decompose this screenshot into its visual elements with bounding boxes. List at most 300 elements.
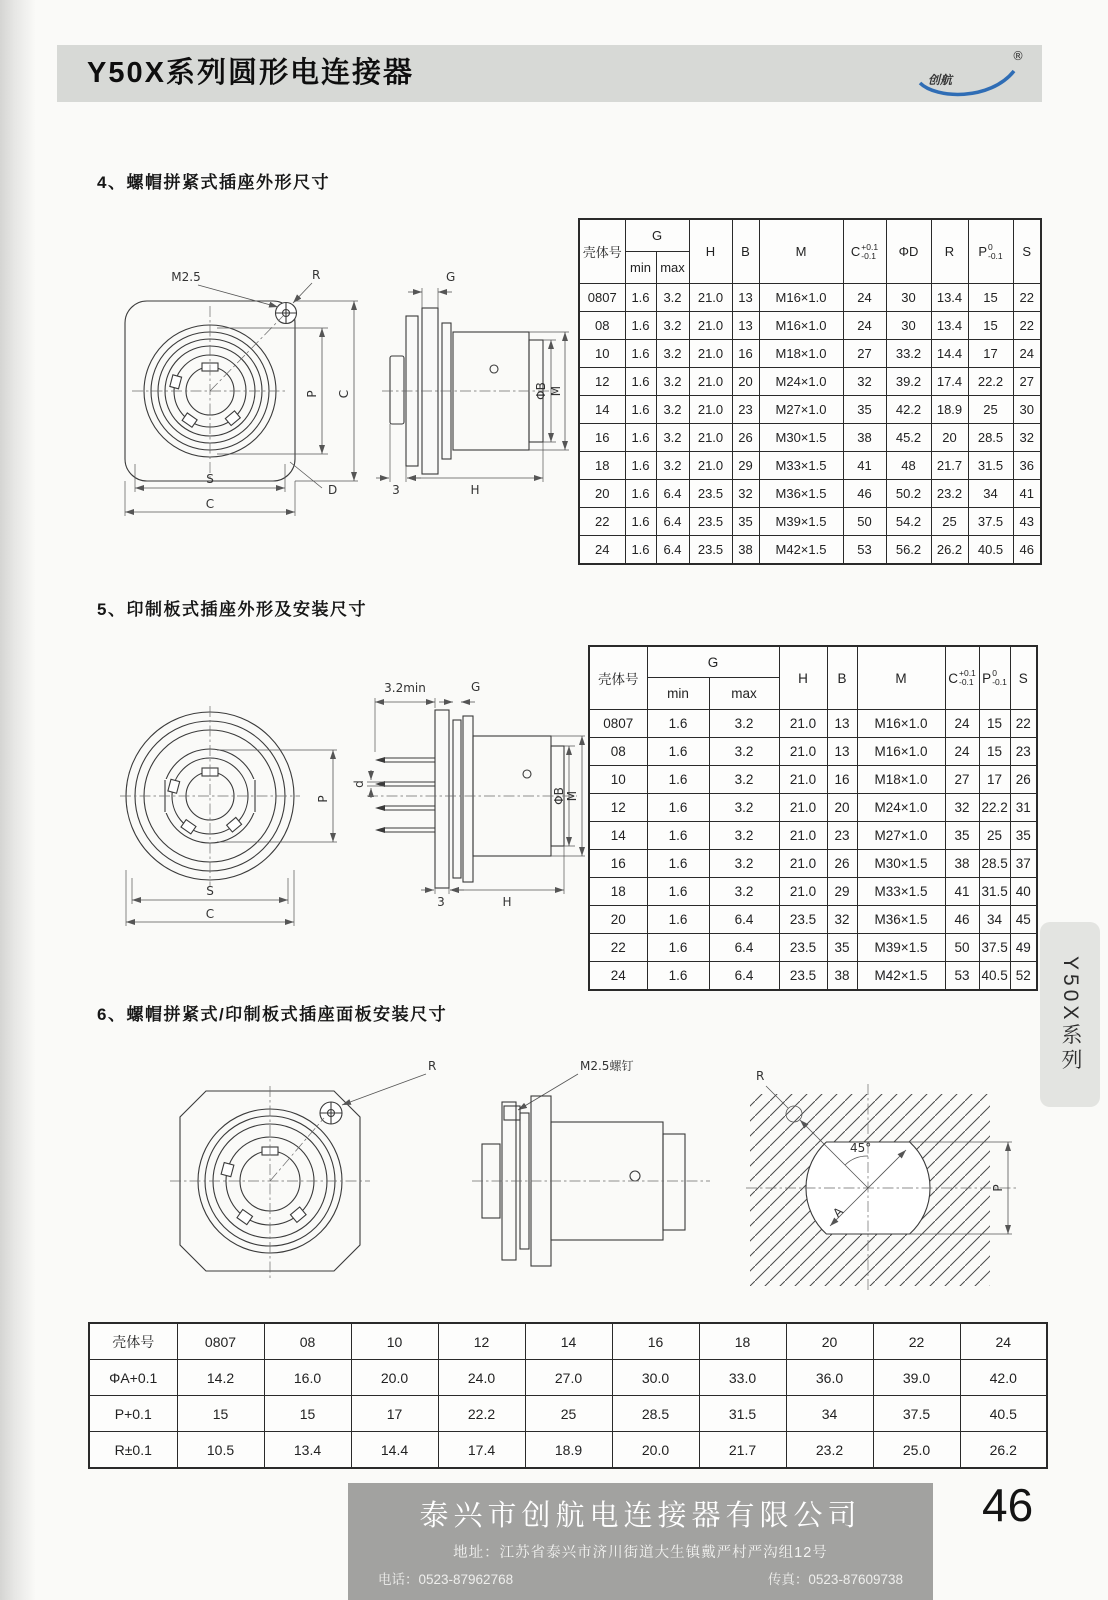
table-cell: 42.0 [960, 1360, 1047, 1396]
table-cell: 13.4 [264, 1432, 351, 1469]
table-cell: 17.4 [931, 368, 968, 396]
table-cell: 23 [1010, 738, 1037, 766]
col-header-h: H [689, 219, 732, 284]
table-cell: 40 [1010, 878, 1037, 906]
table-cell: 3.2 [656, 284, 689, 312]
table-cell: M27×1.0 [759, 396, 843, 424]
table-cell: 28.5 [979, 850, 1010, 878]
dim-label-3: 3 [437, 895, 445, 909]
header-bar [57, 45, 1042, 102]
table-cell: 23.5 [689, 508, 732, 536]
table-cell: M33×1.5 [759, 452, 843, 480]
table-cell: 3.2 [709, 710, 779, 738]
table-cell: 13.4 [931, 284, 968, 312]
table-cell: 10 [579, 340, 625, 368]
table-cell: 21.0 [779, 738, 827, 766]
table-cell: 24 [945, 738, 979, 766]
table-cell: 50 [843, 508, 886, 536]
page-title: Y50X系列圆形电连接器 [87, 57, 414, 89]
table-cell: 1.6 [625, 480, 656, 508]
table-cell: 6.4 [656, 508, 689, 536]
table-cell: 1.6 [647, 878, 709, 906]
section6-drawing [110, 1056, 1040, 1316]
table-cell: 40.5 [960, 1396, 1047, 1432]
table-cell: 20.0 [612, 1432, 699, 1469]
table-cell: 14 [589, 822, 647, 850]
table-cell: M39×1.5 [759, 508, 843, 536]
table-cell: 20 [579, 480, 625, 508]
table-cell: M16×1.0 [857, 710, 945, 738]
table-cell: 6.4 [709, 934, 779, 962]
dim-label-32min: 3.2min [384, 681, 426, 695]
table-cell: 17 [968, 340, 1013, 368]
table-cell: ΦA+0.1 [89, 1360, 177, 1396]
table-cell: 34 [786, 1396, 873, 1432]
table-cell: 20 [931, 424, 968, 452]
table-cell: 3.2 [656, 424, 689, 452]
table-cell: 37 [1010, 850, 1037, 878]
table-cell: 14 [579, 396, 625, 424]
table-cell: 23 [827, 822, 857, 850]
dim-label-screw: M2.5螺钉 [580, 1059, 634, 1073]
table-cell: 21.0 [689, 452, 732, 480]
table-cell: 49 [1010, 934, 1037, 962]
table-cell: 38 [843, 424, 886, 452]
dim-label-r-front: R [428, 1059, 437, 1073]
table-cell: M24×1.0 [759, 368, 843, 396]
table-cell: 21.7 [699, 1432, 786, 1469]
table-cell: 23.2 [931, 480, 968, 508]
table-cell: 13 [732, 284, 759, 312]
dim-label-phib: ΦB [552, 787, 566, 805]
table-cell: 08 [579, 312, 625, 340]
table-cell: 46 [843, 480, 886, 508]
section5-heading: 5、印制板式插座外形及安装尺寸 [97, 600, 367, 619]
table-row [589, 934, 1037, 962]
table-cell: 34 [968, 480, 1013, 508]
table-cell: 42.2 [886, 396, 931, 424]
table-cell: 30.0 [612, 1360, 699, 1396]
table-cell: 31.5 [699, 1396, 786, 1432]
table-cell: 16 [827, 766, 857, 794]
table-cell: 28.5 [612, 1396, 699, 1432]
table-cell: 3.2 [709, 794, 779, 822]
table-cell: 25 [968, 396, 1013, 424]
table-cell: 23.5 [689, 536, 732, 565]
table-cell: 31.5 [979, 878, 1010, 906]
table-cell: 28.5 [968, 424, 1013, 452]
table-cell: 15 [979, 710, 1010, 738]
col-header-m: M [857, 646, 945, 710]
dim-label-phib: ΦB [534, 382, 548, 400]
dim-label-d: d [352, 780, 366, 788]
dim-label-d: D [328, 483, 338, 497]
table-cell: 1.6 [647, 822, 709, 850]
table-cell: M18×1.0 [759, 340, 843, 368]
col-header-g: G [625, 219, 689, 252]
table-cell: 12 [438, 1323, 525, 1360]
table-cell: 33.2 [886, 340, 931, 368]
table-cell: 08 [589, 738, 647, 766]
table-row [579, 368, 1041, 396]
table-cell: 20.0 [351, 1360, 438, 1396]
table-cell: 6.4 [709, 962, 779, 991]
dim-label-h: H [470, 483, 480, 497]
col-header-shell: 壳体号 [579, 219, 625, 284]
table-row [89, 1432, 1047, 1469]
brand-logo-graphic [912, 47, 1030, 101]
section6-table [88, 1322, 1046, 1469]
table-cell: M39×1.5 [857, 934, 945, 962]
table-cell: 56.2 [886, 536, 931, 565]
dim-label-m25: M2.5 [171, 270, 201, 284]
dim-label-p: P [991, 1184, 1005, 1192]
table-row [589, 766, 1037, 794]
table-cell: 12 [579, 368, 625, 396]
table-cell: 1.6 [647, 934, 709, 962]
table-cell: 37.5 [979, 934, 1010, 962]
table-row [579, 452, 1041, 480]
table-cell: 18.9 [525, 1432, 612, 1469]
table-cell: 22 [579, 508, 625, 536]
table-row [579, 396, 1041, 424]
table-cell: 22 [1013, 312, 1041, 340]
table-cell: 38 [827, 962, 857, 991]
table-row [589, 878, 1037, 906]
table-row [589, 822, 1037, 850]
table-cell: 50 [945, 934, 979, 962]
col-header-b: B [732, 219, 759, 284]
table-cell: 16 [589, 850, 647, 878]
table-cell: 1.6 [625, 340, 656, 368]
table-cell: 48 [886, 452, 931, 480]
table-cell: 41 [1013, 480, 1041, 508]
table-cell: 21.0 [779, 794, 827, 822]
table-cell: 53 [843, 536, 886, 565]
table-cell: M36×1.5 [857, 906, 945, 934]
dim-label-c-right: C [337, 389, 351, 399]
table-cell: 0807 [177, 1323, 264, 1360]
table-cell: 46 [945, 906, 979, 934]
table-cell: 17.4 [438, 1432, 525, 1469]
table-cell: 25 [525, 1396, 612, 1432]
table-cell: 21.0 [689, 284, 732, 312]
section6-heading: 6、螺帽拼紧式/印制板式插座面板安装尺寸 [97, 1005, 448, 1024]
dim-label-c-bottom: C [205, 497, 215, 511]
table-cell: 32 [732, 480, 759, 508]
table-row [89, 1360, 1047, 1396]
table-cell: 25 [979, 822, 1010, 850]
table-cell: 18 [699, 1323, 786, 1360]
col-header-r: R [931, 219, 968, 284]
col-header-g: G [647, 646, 779, 678]
table-cell: 10 [589, 766, 647, 794]
table-cell: 53 [945, 962, 979, 991]
table-cell: 10 [351, 1323, 438, 1360]
dim-label-a: A [830, 1204, 846, 1221]
table-cell: 15 [177, 1396, 264, 1432]
table-cell: 0807 [589, 710, 647, 738]
table-cell: P+0.1 [89, 1396, 177, 1432]
table-cell: 40.5 [968, 536, 1013, 565]
table-row [89, 1396, 1047, 1432]
table-cell: 6.4 [656, 480, 689, 508]
table-cell: M33×1.5 [857, 878, 945, 906]
table-cell: 26.2 [931, 536, 968, 565]
table-cell: 1.6 [647, 710, 709, 738]
table-cell: 21.0 [689, 396, 732, 424]
table-cell: 35 [945, 822, 979, 850]
section5-table [588, 645, 1036, 991]
table-cell: 30 [886, 312, 931, 340]
table-cell: 17 [351, 1396, 438, 1432]
company-address: 地址：江苏省泰兴市济川街道大生镇戴严村严沟组12号 [453, 1545, 828, 1561]
table-cell: 24 [589, 962, 647, 991]
table-cell: 0807 [579, 284, 625, 312]
dim-label-g: G [446, 270, 456, 284]
dim-label-p: P [316, 795, 330, 803]
table-cell: M42×1.5 [759, 536, 843, 565]
table-row [589, 850, 1037, 878]
table-row [579, 424, 1041, 452]
table-cell: 13 [827, 710, 857, 738]
table-cell: 1.6 [625, 452, 656, 480]
table-cell: 22.2 [979, 794, 1010, 822]
table-cell: 33.0 [699, 1360, 786, 1396]
table-row [589, 794, 1037, 822]
table-cell: 10.5 [177, 1432, 264, 1469]
table-cell: 21.0 [689, 424, 732, 452]
col-header-s: S [1013, 219, 1041, 284]
table-cell: 1.6 [625, 536, 656, 565]
table-cell: 27 [945, 766, 979, 794]
table-cell: 14.4 [931, 340, 968, 368]
table-cell: M16×1.0 [759, 284, 843, 312]
dim-label-s: S [206, 884, 214, 898]
table-cell: 1.6 [647, 962, 709, 991]
dim-label-c: C [205, 907, 215, 921]
table-cell: M27×1.0 [857, 822, 945, 850]
table-cell: 20 [786, 1323, 873, 1360]
table-cell: 24 [945, 710, 979, 738]
table-cell: M16×1.0 [759, 312, 843, 340]
table-cell: 3.2 [656, 368, 689, 396]
table-row [579, 340, 1041, 368]
table-cell: 24 [843, 284, 886, 312]
table-cell: 1.6 [625, 312, 656, 340]
col-header-p: P 0 -0.1 [968, 219, 1013, 284]
table-cell: 54.2 [886, 508, 931, 536]
table-cell: 23 [732, 396, 759, 424]
table-cell: 34 [979, 906, 1010, 934]
table-cell: 22 [1010, 710, 1037, 738]
table-cell: 08 [264, 1323, 351, 1360]
table-cell: 1.6 [647, 794, 709, 822]
table-cell: 29 [827, 878, 857, 906]
table-cell: 30 [1013, 396, 1041, 424]
table-cell: 18 [589, 878, 647, 906]
table-cell: 31 [1010, 794, 1037, 822]
table-cell: 20 [589, 906, 647, 934]
table-cell: 15 [968, 284, 1013, 312]
company-fax: 传真：0523-87609738 [767, 1572, 903, 1587]
col-header-shell: 壳体号 [589, 646, 647, 710]
table-cell: M42×1.5 [857, 962, 945, 991]
table-cell: 26 [827, 850, 857, 878]
table-cell: 15 [968, 312, 1013, 340]
table-cell: 41 [945, 878, 979, 906]
table-cell: 3.2 [656, 312, 689, 340]
table-cell: 39.2 [886, 368, 931, 396]
table-cell: 45.2 [886, 424, 931, 452]
col-header-m: M [759, 219, 843, 284]
table-row [589, 738, 1037, 766]
table-cell: 16.0 [264, 1360, 351, 1396]
company-phone: 电话：0523-87962768 [378, 1572, 514, 1587]
table-cell: 45 [1010, 906, 1037, 934]
table-cell: 壳体号 [89, 1323, 177, 1360]
table-cell: 37.5 [968, 508, 1013, 536]
table-cell: 35 [843, 396, 886, 424]
table-cell: M18×1.0 [857, 766, 945, 794]
table-cell: 20 [732, 368, 759, 396]
page-number: 46 [982, 1479, 1034, 1531]
table-cell: 40.5 [979, 962, 1010, 991]
table-cell: 3.2 [709, 822, 779, 850]
table-cell: 50.2 [886, 480, 931, 508]
dim-label-r: R [312, 268, 321, 282]
section4-table [578, 218, 1040, 565]
table-cell: 35 [827, 934, 857, 962]
table-cell: 25 [931, 508, 968, 536]
table-cell: 32 [1013, 424, 1041, 452]
dim-label-45deg: 45° [850, 1141, 872, 1155]
table-cell: 26.2 [960, 1432, 1047, 1469]
table-cell: 21.0 [779, 850, 827, 878]
table-cell: 24 [960, 1323, 1047, 1360]
table-cell: 16 [732, 340, 759, 368]
table-cell: 1.6 [647, 766, 709, 794]
brand-logo-text: 创航 [928, 73, 953, 87]
table-row [589, 710, 1037, 738]
table-cell: 3.2 [709, 766, 779, 794]
table-cell: 1.6 [625, 368, 656, 396]
table-cell: 22.2 [968, 368, 1013, 396]
col-header-s: S [1010, 646, 1037, 710]
table-cell: M30×1.5 [857, 850, 945, 878]
table-cell: 21.0 [779, 822, 827, 850]
table-cell: 3.2 [709, 738, 779, 766]
series-side-tab [1040, 922, 1100, 1107]
table-cell: 22 [1013, 284, 1041, 312]
table-cell: 3.2 [709, 850, 779, 878]
table-cell: 25.0 [873, 1432, 960, 1469]
table-cell: 35 [1010, 822, 1037, 850]
table-cell: M16×1.0 [857, 738, 945, 766]
table-cell: 13 [732, 312, 759, 340]
table-cell: 38 [945, 850, 979, 878]
table-cell: 3.2 [656, 340, 689, 368]
table-cell: 24.0 [438, 1360, 525, 1396]
col-header-p: P 0 -0.1 [979, 646, 1010, 710]
table-cell: 41 [843, 452, 886, 480]
table-cell: 1.6 [625, 424, 656, 452]
table-cell: 32 [843, 368, 886, 396]
table-row [579, 508, 1041, 536]
table-cell: 27 [1013, 368, 1041, 396]
table-row [579, 312, 1041, 340]
table-cell: M24×1.0 [857, 794, 945, 822]
table-cell: 36 [1013, 452, 1041, 480]
footer-bar [348, 1483, 933, 1600]
table-cell: 29 [732, 452, 759, 480]
table-cell: 18 [579, 452, 625, 480]
table-cell: 37.5 [873, 1396, 960, 1432]
table-cell: 24 [1013, 340, 1041, 368]
table-cell: 20 [827, 794, 857, 822]
table-row [579, 284, 1041, 312]
dim-label-3: 3 [392, 483, 400, 497]
table-cell: M30×1.5 [759, 424, 843, 452]
col-header-h: H [779, 646, 827, 710]
table-cell: 35 [732, 508, 759, 536]
dim-label-s: S [206, 472, 214, 486]
dim-label-h: H [502, 895, 512, 909]
dim-label-p: P [305, 390, 319, 398]
table-cell: 46 [1013, 536, 1041, 565]
table-cell: 15 [979, 738, 1010, 766]
table-cell: 16 [579, 424, 625, 452]
section5-drawing [75, 674, 585, 934]
table-cell: 27 [843, 340, 886, 368]
table-cell: 3.2 [709, 878, 779, 906]
col-header-min: min [625, 252, 656, 284]
table-cell: 23.2 [786, 1432, 873, 1469]
table-cell: 3.2 [656, 452, 689, 480]
table-cell: 22.2 [438, 1396, 525, 1432]
table-cell: 1.6 [647, 906, 709, 934]
table-cell: 23.5 [779, 906, 827, 934]
table-cell: 1.6 [625, 284, 656, 312]
company-name: 泰兴市创航电连接器有限公司 [419, 1500, 862, 1532]
col-header-b: B [827, 646, 857, 710]
table-cell: 32 [827, 906, 857, 934]
table-cell: 21.0 [779, 710, 827, 738]
table-cell: 38 [732, 536, 759, 565]
table-cell: 27.0 [525, 1360, 612, 1396]
table-cell: 14.2 [177, 1360, 264, 1396]
table-row [589, 962, 1037, 991]
section4-drawing [90, 266, 570, 526]
table-cell: 6.4 [656, 536, 689, 565]
table-cell: 21.0 [689, 368, 732, 396]
table-cell: 36.0 [786, 1360, 873, 1396]
series-side-tab-label: Y50X系列 [1059, 955, 1082, 1074]
table-cell: 21.0 [779, 766, 827, 794]
table-row [579, 480, 1041, 508]
table-cell: 30 [886, 284, 931, 312]
table-cell: 26 [732, 424, 759, 452]
col-header-c: C +0.1 -0.1 [843, 219, 886, 284]
col-header-phid: ΦD [886, 219, 931, 284]
dim-label-m: M [565, 790, 579, 802]
registered-mark: ® [1012, 49, 1024, 63]
scan-shadow [0, 0, 36, 1600]
table-cell: 1.6 [647, 850, 709, 878]
table-cell: 22 [589, 934, 647, 962]
table-cell: 24 [579, 536, 625, 565]
table-cell: R±0.1 [89, 1432, 177, 1469]
